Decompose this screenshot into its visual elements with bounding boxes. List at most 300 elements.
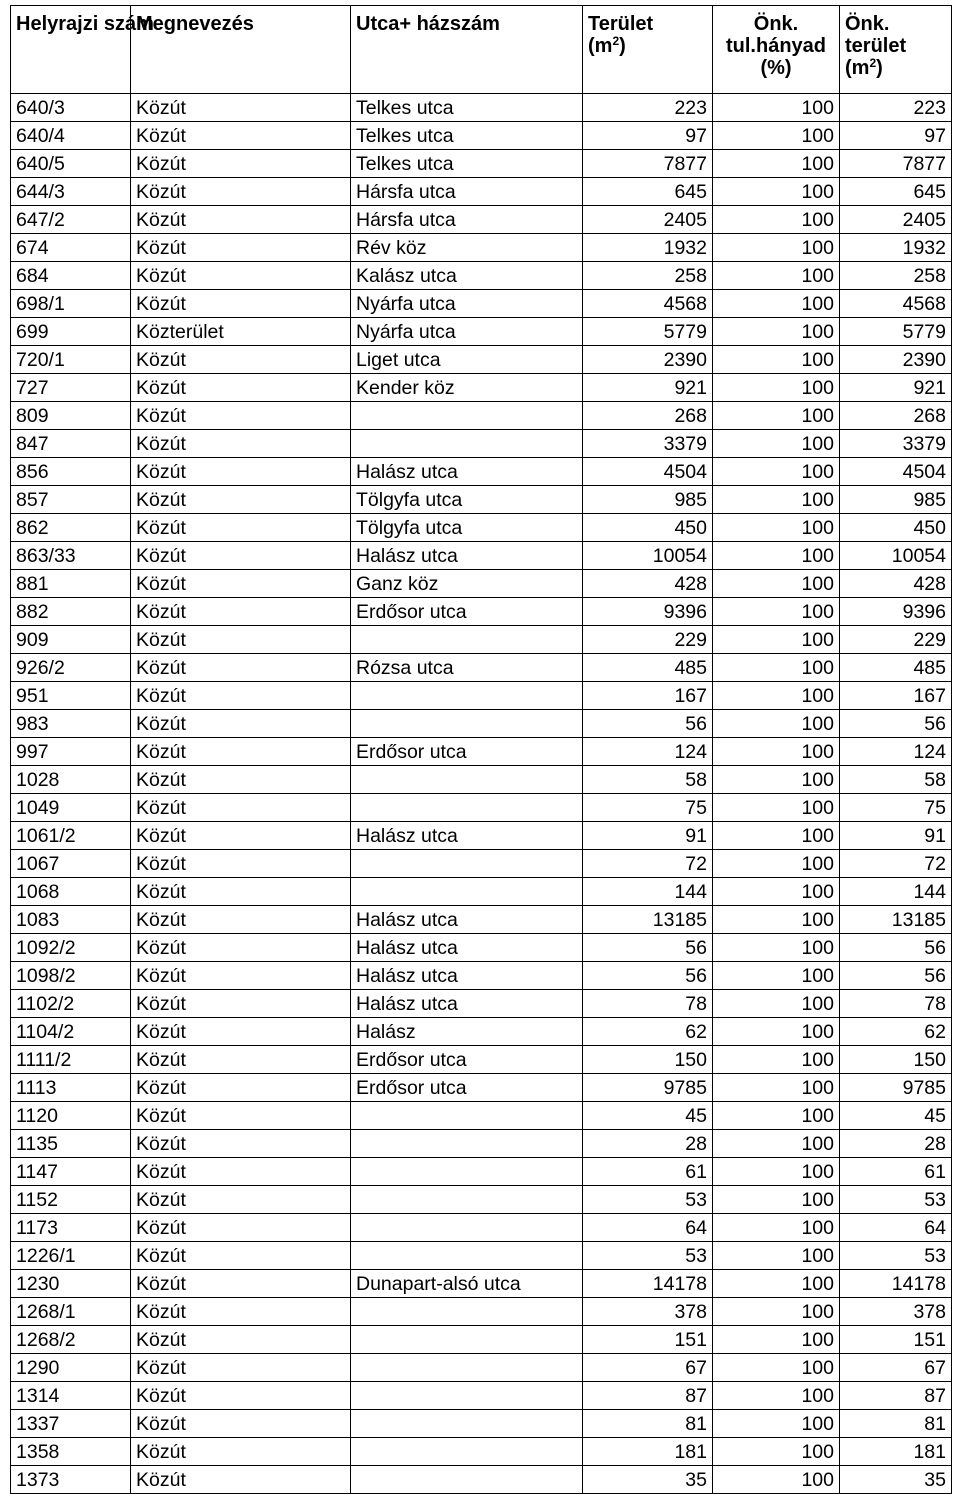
cell-hrsz: 644/3: [11, 178, 131, 206]
cell-hrsz: 857: [11, 486, 131, 514]
cell-street: [351, 1102, 583, 1130]
cell-hrsz: 983: [11, 710, 131, 738]
table-row: [11, 374, 952, 402]
table-row: [11, 962, 952, 990]
table-row: [11, 1382, 952, 1410]
cell-name: Közút: [131, 1186, 351, 1214]
cell-share: 100: [713, 570, 840, 598]
table-row: [11, 878, 952, 906]
cell-hrsz: 699: [11, 318, 131, 346]
table-row: [11, 486, 952, 514]
cell-street: Erdősor utca: [351, 598, 583, 626]
cell-street: Hársfa utca: [351, 178, 583, 206]
cell-street: Halász utca: [351, 990, 583, 1018]
cell-own-area: 7877: [840, 150, 952, 178]
cell-street: Halász utca: [351, 934, 583, 962]
table-row: [11, 234, 952, 262]
cell-name: Közút: [131, 542, 351, 570]
cell-name: Közút: [131, 178, 351, 206]
cell-own-area: 28: [840, 1130, 952, 1158]
cell-own-area: 14178: [840, 1270, 952, 1298]
cell-hrsz: 1314: [11, 1382, 131, 1410]
cell-street: Tölgyfa utca: [351, 514, 583, 542]
cell-share: 100: [713, 1186, 840, 1214]
cell-area: 3379: [583, 430, 713, 458]
cell-hrsz: 727: [11, 374, 131, 402]
cell-street: [351, 1158, 583, 1186]
cell-share: 100: [713, 626, 840, 654]
table-row: [11, 542, 952, 570]
cell-share: 100: [713, 1410, 840, 1438]
table-row: [11, 514, 952, 542]
cell-name: Közút: [131, 822, 351, 850]
cell-hrsz: 1067: [11, 850, 131, 878]
cell-hrsz: 1083: [11, 906, 131, 934]
cell-street: [351, 710, 583, 738]
cell-area: 56: [583, 962, 713, 990]
table-row: [11, 1410, 952, 1438]
cell-hrsz: 1337: [11, 1410, 131, 1438]
cell-own-area: 56: [840, 710, 952, 738]
cell-own-area: 151: [840, 1326, 952, 1354]
cell-area: 268: [583, 402, 713, 430]
cell-hrsz: 1226/1: [11, 1242, 131, 1270]
cell-name: Közút: [131, 570, 351, 598]
cell-street: [351, 1382, 583, 1410]
cell-area: 58: [583, 766, 713, 794]
cell-area: 378: [583, 1298, 713, 1326]
cell-name: Közút: [131, 1214, 351, 1242]
cell-area: 4504: [583, 458, 713, 486]
header-name: Megnevezés: [131, 6, 351, 94]
cell-street: [351, 1130, 583, 1158]
table-row: [11, 682, 952, 710]
cell-hrsz: 1358: [11, 1438, 131, 1466]
cell-name: Közút: [131, 514, 351, 542]
cell-own-area: 268: [840, 402, 952, 430]
cell-area: 150: [583, 1046, 713, 1074]
cell-share: 100: [713, 150, 840, 178]
cell-street: Kalász utca: [351, 262, 583, 290]
cell-share: 100: [713, 1130, 840, 1158]
table-row: [11, 402, 952, 430]
cell-share: 100: [713, 906, 840, 934]
cell-area: 35: [583, 1466, 713, 1494]
cell-name: Közút: [131, 1410, 351, 1438]
cell-name: Közút: [131, 906, 351, 934]
table-row: [11, 850, 952, 878]
cell-share: 100: [713, 1214, 840, 1242]
header-own-area: Önk. terület $(m^2)$: [840, 6, 952, 94]
cell-own-area: 62: [840, 1018, 952, 1046]
cell-hrsz: 847: [11, 430, 131, 458]
table-row: [11, 1326, 952, 1354]
cell-hrsz: 1111/2: [11, 1046, 131, 1074]
cell-hrsz: 647/2: [11, 206, 131, 234]
cell-name: Közút: [131, 1354, 351, 1382]
cell-own-area: 53: [840, 1242, 952, 1270]
cell-share: 100: [713, 682, 840, 710]
table-row: [11, 206, 952, 234]
table-row: [11, 1270, 952, 1298]
table-header: [11, 6, 952, 94]
cell-share: 100: [713, 1466, 840, 1494]
cell-name: Közút: [131, 1242, 351, 1270]
table-row: [11, 654, 952, 682]
cell-hrsz: 640/4: [11, 122, 131, 150]
cell-share: 100: [713, 710, 840, 738]
cell-own-area: 53: [840, 1186, 952, 1214]
cell-own-area: 223: [840, 94, 952, 122]
header-hrsz: Helyrajzi szám: [11, 6, 131, 94]
cell-area: 223: [583, 94, 713, 122]
cell-street: Kender köz: [351, 374, 583, 402]
property-table: [10, 5, 952, 1494]
cell-hrsz: 1092/2: [11, 934, 131, 962]
cell-hrsz: 926/2: [11, 654, 131, 682]
cell-hrsz: 1061/2: [11, 822, 131, 850]
cell-area: 75: [583, 794, 713, 822]
cell-name: Közút: [131, 766, 351, 794]
cell-own-area: 2405: [840, 206, 952, 234]
cell-own-area: 58: [840, 766, 952, 794]
cell-own-area: 985: [840, 486, 952, 514]
table-row: [11, 1298, 952, 1326]
cell-street: Erdősor utca: [351, 738, 583, 766]
cell-share: 100: [713, 878, 840, 906]
cell-own-area: 4504: [840, 458, 952, 486]
cell-area: 124: [583, 738, 713, 766]
cell-area: 10054: [583, 542, 713, 570]
table-row: [11, 346, 952, 374]
cell-street: Telkes utca: [351, 150, 583, 178]
header-street: Utca+ házszám: [351, 6, 583, 94]
cell-hrsz: 856: [11, 458, 131, 486]
header-row: [11, 6, 952, 94]
table-row: [11, 738, 952, 766]
cell-street: [351, 1438, 583, 1466]
cell-name: Közút: [131, 878, 351, 906]
cell-own-area: 10054: [840, 542, 952, 570]
cell-area: 28: [583, 1130, 713, 1158]
cell-street: [351, 402, 583, 430]
cell-name: Közút: [131, 1102, 351, 1130]
cell-share: 100: [713, 738, 840, 766]
cell-hrsz: 1135: [11, 1130, 131, 1158]
cell-name: Közút: [131, 94, 351, 122]
cell-share: 100: [713, 430, 840, 458]
cell-area: 87: [583, 1382, 713, 1410]
cell-hrsz: 1290: [11, 1354, 131, 1382]
cell-name: Közút: [131, 598, 351, 626]
cell-street: Tölgyfa utca: [351, 486, 583, 514]
cell-area: 485: [583, 654, 713, 682]
cell-share: 100: [713, 290, 840, 318]
cell-street: [351, 1466, 583, 1494]
cell-street: [351, 850, 583, 878]
cell-area: 9396: [583, 598, 713, 626]
cell-name: Közút: [131, 934, 351, 962]
cell-name: Közút: [131, 962, 351, 990]
cell-share: 100: [713, 374, 840, 402]
cell-hrsz: 684: [11, 262, 131, 290]
cell-own-area: 9785: [840, 1074, 952, 1102]
cell-own-area: 72: [840, 850, 952, 878]
cell-area: 78: [583, 990, 713, 1018]
cell-name: Közút: [131, 402, 351, 430]
table-row: [11, 1466, 952, 1494]
cell-street: Halász: [351, 1018, 583, 1046]
cell-own-area: 258: [840, 262, 952, 290]
cell-own-area: 144: [840, 878, 952, 906]
cell-name: Közút: [131, 122, 351, 150]
cell-name: Közút: [131, 1298, 351, 1326]
table-row: [11, 710, 952, 738]
cell-area: 7877: [583, 150, 713, 178]
table-row: [11, 1438, 952, 1466]
cell-street: Erdősor utca: [351, 1074, 583, 1102]
cell-street: [351, 626, 583, 654]
table-row: [11, 1046, 952, 1074]
cell-hrsz: 1152: [11, 1186, 131, 1214]
cell-name: Közút: [131, 1018, 351, 1046]
cell-street: Halász utca: [351, 962, 583, 990]
cell-area: 258: [583, 262, 713, 290]
cell-street: Rózsa utca: [351, 654, 583, 682]
cell-name: Közút: [131, 374, 351, 402]
cell-share: 100: [713, 1298, 840, 1326]
cell-hrsz: 1268/2: [11, 1326, 131, 1354]
cell-own-area: 485: [840, 654, 952, 682]
cell-name: Közút: [131, 1158, 351, 1186]
cell-share: 100: [713, 766, 840, 794]
cell-street: [351, 1354, 583, 1382]
cell-name: Közút: [131, 1270, 351, 1298]
cell-name: Közút: [131, 206, 351, 234]
table-row: [11, 1242, 952, 1270]
cell-street: Dunapart-alsó utca: [351, 1270, 583, 1298]
table-row: [11, 1102, 952, 1130]
cell-own-area: 97: [840, 122, 952, 150]
cell-share: 100: [713, 1102, 840, 1130]
cell-hrsz: 674: [11, 234, 131, 262]
cell-hrsz: 640/5: [11, 150, 131, 178]
cell-area: 53: [583, 1242, 713, 1270]
cell-hrsz: 1028: [11, 766, 131, 794]
cell-own-area: 124: [840, 738, 952, 766]
cell-share: 100: [713, 962, 840, 990]
cell-area: 181: [583, 1438, 713, 1466]
cell-own-area: 5779: [840, 318, 952, 346]
cell-street: [351, 1186, 583, 1214]
cell-hrsz: 1373: [11, 1466, 131, 1494]
cell-street: [351, 1298, 583, 1326]
cell-area: 151: [583, 1326, 713, 1354]
cell-own-area: 45: [840, 1102, 952, 1130]
cell-share: 100: [713, 990, 840, 1018]
table-body: [11, 94, 952, 1494]
cell-hrsz: 1104/2: [11, 1018, 131, 1046]
table-row: [11, 1354, 952, 1382]
cell-street: [351, 430, 583, 458]
cell-own-area: 167: [840, 682, 952, 710]
table-row: [11, 766, 952, 794]
cell-own-area: 2390: [840, 346, 952, 374]
cell-street: Halász utca: [351, 906, 583, 934]
cell-area: 62: [583, 1018, 713, 1046]
cell-share: 100: [713, 346, 840, 374]
cell-area: 45: [583, 1102, 713, 1130]
cell-share: 100: [713, 122, 840, 150]
cell-name: Közút: [131, 1074, 351, 1102]
cell-area: 13185: [583, 906, 713, 934]
cell-own-area: 13185: [840, 906, 952, 934]
cell-share: 100: [713, 934, 840, 962]
table-row: [11, 290, 952, 318]
cell-area: 61: [583, 1158, 713, 1186]
cell-share: 100: [713, 178, 840, 206]
cell-area: 64: [583, 1214, 713, 1242]
cell-hrsz: 1068: [11, 878, 131, 906]
cell-street: Halász utca: [351, 542, 583, 570]
table-row: [11, 570, 952, 598]
cell-share: 100: [713, 542, 840, 570]
cell-street: Rév köz: [351, 234, 583, 262]
cell-own-area: 56: [840, 934, 952, 962]
cell-hrsz: 881: [11, 570, 131, 598]
cell-name: Közút: [131, 430, 351, 458]
cell-area: 450: [583, 514, 713, 542]
table-row: [11, 178, 952, 206]
cell-street: Halász utca: [351, 458, 583, 486]
cell-hrsz: 1049: [11, 794, 131, 822]
cell-street: [351, 1242, 583, 1270]
table-row: [11, 262, 952, 290]
cell-own-area: 75: [840, 794, 952, 822]
cell-area: 4568: [583, 290, 713, 318]
cell-own-area: 428: [840, 570, 952, 598]
table-row: [11, 430, 952, 458]
cell-street: Telkes utca: [351, 94, 583, 122]
cell-hrsz: 1098/2: [11, 962, 131, 990]
cell-share: 100: [713, 1438, 840, 1466]
cell-area: 2405: [583, 206, 713, 234]
cell-own-area: 78: [840, 990, 952, 1018]
cell-share: 100: [713, 822, 840, 850]
cell-hrsz: 997: [11, 738, 131, 766]
table-row: [11, 794, 952, 822]
cell-area: 921: [583, 374, 713, 402]
cell-share: 100: [713, 458, 840, 486]
cell-share: 100: [713, 1158, 840, 1186]
cell-share: 100: [713, 1270, 840, 1298]
cell-own-area: 645: [840, 178, 952, 206]
cell-name: Közút: [131, 682, 351, 710]
cell-area: 53: [583, 1186, 713, 1214]
cell-own-area: 921: [840, 374, 952, 402]
cell-share: 100: [713, 1046, 840, 1074]
cell-area: 67: [583, 1354, 713, 1382]
cell-share: 100: [713, 850, 840, 878]
cell-area: 72: [583, 850, 713, 878]
cell-own-area: 64: [840, 1214, 952, 1242]
cell-hrsz: 1120: [11, 1102, 131, 1130]
cell-area: 56: [583, 934, 713, 962]
cell-area: 9785: [583, 1074, 713, 1102]
header-share: Önk. tul.hányad (%): [713, 6, 840, 94]
cell-area: 229: [583, 626, 713, 654]
cell-area: 97: [583, 122, 713, 150]
cell-name: Közút: [131, 486, 351, 514]
cell-area: 144: [583, 878, 713, 906]
cell-hrsz: 951: [11, 682, 131, 710]
cell-area: 91: [583, 822, 713, 850]
table-row: [11, 1186, 952, 1214]
cell-share: 100: [713, 654, 840, 682]
cell-own-area: 3379: [840, 430, 952, 458]
cell-street: Ganz köz: [351, 570, 583, 598]
cell-own-area: 61: [840, 1158, 952, 1186]
cell-share: 100: [713, 794, 840, 822]
table-row: [11, 934, 952, 962]
table-row: [11, 626, 952, 654]
table-row: [11, 598, 952, 626]
cell-area: 645: [583, 178, 713, 206]
cell-hrsz: 1268/1: [11, 1298, 131, 1326]
cell-own-area: 181: [840, 1438, 952, 1466]
table-row: [11, 150, 952, 178]
cell-area: 81: [583, 1410, 713, 1438]
cell-street: Halász utca: [351, 822, 583, 850]
cell-own-area: 81: [840, 1410, 952, 1438]
cell-street: [351, 1410, 583, 1438]
cell-street: [351, 1326, 583, 1354]
cell-street: [351, 878, 583, 906]
table-row: [11, 458, 952, 486]
cell-own-area: 229: [840, 626, 952, 654]
cell-street: Telkes utca: [351, 122, 583, 150]
cell-share: 100: [713, 206, 840, 234]
cell-area: 14178: [583, 1270, 713, 1298]
property-table-container: [10, 5, 952, 1494]
cell-hrsz: 909: [11, 626, 131, 654]
table-row: [11, 318, 952, 346]
cell-share: 100: [713, 1074, 840, 1102]
cell-name: Közút: [131, 710, 351, 738]
cell-name: Közút: [131, 458, 351, 486]
cell-hrsz: 882: [11, 598, 131, 626]
cell-share: 100: [713, 1382, 840, 1410]
cell-hrsz: 1147: [11, 1158, 131, 1186]
cell-area: 428: [583, 570, 713, 598]
cell-name: Közút: [131, 990, 351, 1018]
table-row: [11, 1158, 952, 1186]
cell-street: [351, 766, 583, 794]
cell-own-area: 56: [840, 962, 952, 990]
cell-own-area: 450: [840, 514, 952, 542]
cell-name: Közút: [131, 346, 351, 374]
cell-name: Közút: [131, 1326, 351, 1354]
cell-street: Nyárfa utca: [351, 290, 583, 318]
cell-area: 56: [583, 710, 713, 738]
cell-own-area: 4568: [840, 290, 952, 318]
cell-street: [351, 1214, 583, 1242]
table-row: [11, 94, 952, 122]
table-row: [11, 1018, 952, 1046]
cell-share: 100: [713, 1354, 840, 1382]
table-row: [11, 1214, 952, 1242]
cell-name: Közút: [131, 290, 351, 318]
